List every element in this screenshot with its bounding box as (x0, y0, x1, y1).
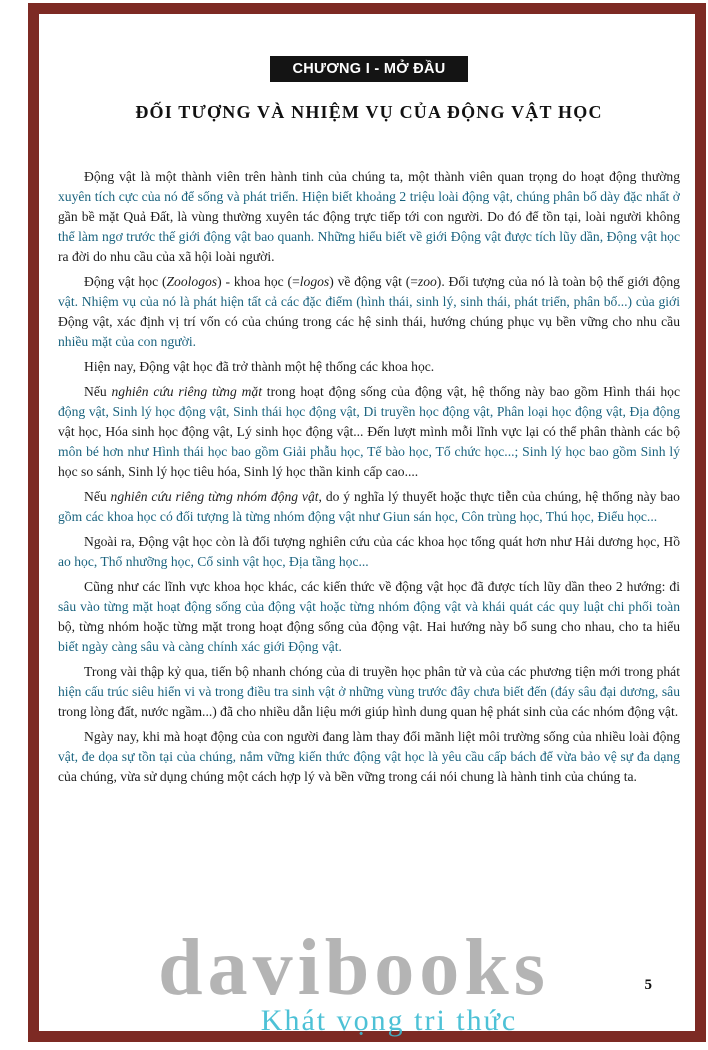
text: Ngoài ra, Động vật học còn là đối tượng nghiên cứu của các khoa học tổng quát hơn như Hải dương học, Hồ ao học, Thổ nhưỡng học, Cổ sinh vật học, Địa tầng học... (58, 534, 680, 569)
text: Ngày nay, khi mà hoạt động của con người đang làm thay đổi mãnh liệt môi trường sống của nhiều loài động vật, đe dọa sự tồn tại của chúng, nắm vững kiến thức động vật học là yêu cầu cấp bách để vừa bảo vệ sự đa dạng của chúng, vừa sử dụng chúng một cách hợp lý và bền vững trong cái nói chung là hành tinh của chúng ta. (58, 729, 680, 784)
text: , do ý nghĩa lý thuyết hoặc thực tiễn của chúng, hệ thống này bao gồm các khoa học có đối tượng là từng nhóm động vật như Giun sán học, Côn trùng học, Thú học, Điểu học... (58, 489, 680, 524)
text: Nếu (84, 489, 111, 504)
paragraph (58, 532, 680, 572)
paragraph (58, 382, 680, 482)
text: Nếu (84, 384, 112, 399)
italic-text: zoo (417, 274, 437, 289)
paragraph (58, 357, 680, 377)
text: Động vật học ( (84, 274, 167, 289)
paragraph (58, 272, 680, 352)
text: Trong vài thập kỷ qua, tiến bộ nhanh chóng của di truyền học phân tử và của các phương tiện mới trong phát hiện cấu trúc siêu hiển vi và trong điều tra sinh vật ở những vùng trước đây chưa biết đến (đáy sâu đại dương, sâu trong lòng đất, nước ngầm...) đã cho nhiều dẫn liệu mới giúp hình dung quan hệ phát sinh của các nhóm động vật. (58, 664, 680, 719)
text: ) - khoa học (= (217, 274, 300, 289)
text: Hiện nay, Động vật học đã trở thành một hệ thống các khoa học. (84, 359, 435, 374)
page-title: ĐỐI TƯỢNG VÀ NHIỆM VỤ CỦA ĐỘNG VẬT HỌC (135, 102, 603, 122)
paragraph (58, 727, 680, 787)
text: Động vật là một thành viên trên hành tinh của chúng ta, một thành viên quan trọng do hoạt động thường xuyên tích cực của nó để sống và phát triển. Hiện biết khoảng 2 triệu loài động vật, chúng phân bố dày đặc nhất ở gần bề mặt Quả Đất, là vùng thường xuyên tác động trực tiếp tới con người. Do đó để tồn tại, loài người không thể làm ngơ trước thế giới động vật bao quanh. Những hiểu biết về giới Động vật được tích lũy dần, Động vật học ra đời do nhu cầu của xã hội loài người. (58, 169, 680, 264)
paragraph (58, 487, 680, 527)
chapter-header-text: CHƯƠNG I - MỞ ĐẦU (292, 61, 446, 77)
paragraph (58, 577, 680, 657)
italic-text: Zoologos (166, 274, 218, 289)
watermark-brand: davibooks (158, 924, 550, 1013)
watermark-slogan: Khát vọng tri thức (260, 1004, 518, 1037)
text: Cũng như các lĩnh vực khoa học khác, các kiến thức về động vật học đã được tích lũy dần theo 2 hướng: đi sâu vào từng mặt hoạt động sống của động vật hoặc từng nhóm động vật và khái quát các quy luật chi phối toàn bộ, từng nhóm hoặc từng mặt trong hoạt động sống của động vật. Hai hướng này bổ sung cho nhau, cho ta hiểu biết ngày càng sâu và càng chính xác giới Động vật. (58, 579, 680, 654)
text: ). Đối tượng của nó là toàn bộ thế giới động vật. Nhiệm vụ của nó là phát hiện tất cả các đặc điểm (hình thái, sinh lý, sinh thái, phát triển, phân bố...) của giới Động vật, xác định vị trí vốn có của chúng trong các hệ sinh thái, hướng chúng phục vụ bền vững cho nhu cầu nhiều mặt của con người. (58, 274, 680, 349)
paragraph (58, 662, 680, 722)
text: trong hoạt động sống của động vật, hệ thống này bao gồm Hình thái học động vật, Sinh lý học động vật, Sinh thái học động vật, Di truyền học động vật, Phân loại học động vật, Địa động vật học, Hóa sinh học động vật, Lý sinh học động vật... Đến lượt mình mỗi lĩnh vực lại có thể phân thành các bộ môn bé hơn như Hình thái học bao gồm Giải phẫu học, Tế bào học, Tổ chức học...; Sinh lý học bao gồm Sinh lý học so sánh, Sinh lý học tiêu hóa, Sinh lý học thần kinh cấp cao.... (58, 384, 680, 479)
page-number: 5 (644, 977, 652, 993)
watermark (0, 924, 708, 1038)
paragraph (58, 167, 680, 267)
italic-text: nghiên cứu riêng từng mặt (111, 384, 262, 399)
italic-text: nghiên cứu riêng từng nhóm động vật (110, 489, 319, 504)
chapter-header-bar (270, 56, 468, 82)
paragraphs (58, 167, 680, 787)
text: ) về động vật (= (329, 274, 418, 289)
page-content (58, 56, 680, 792)
italic-text: logos (299, 274, 330, 289)
